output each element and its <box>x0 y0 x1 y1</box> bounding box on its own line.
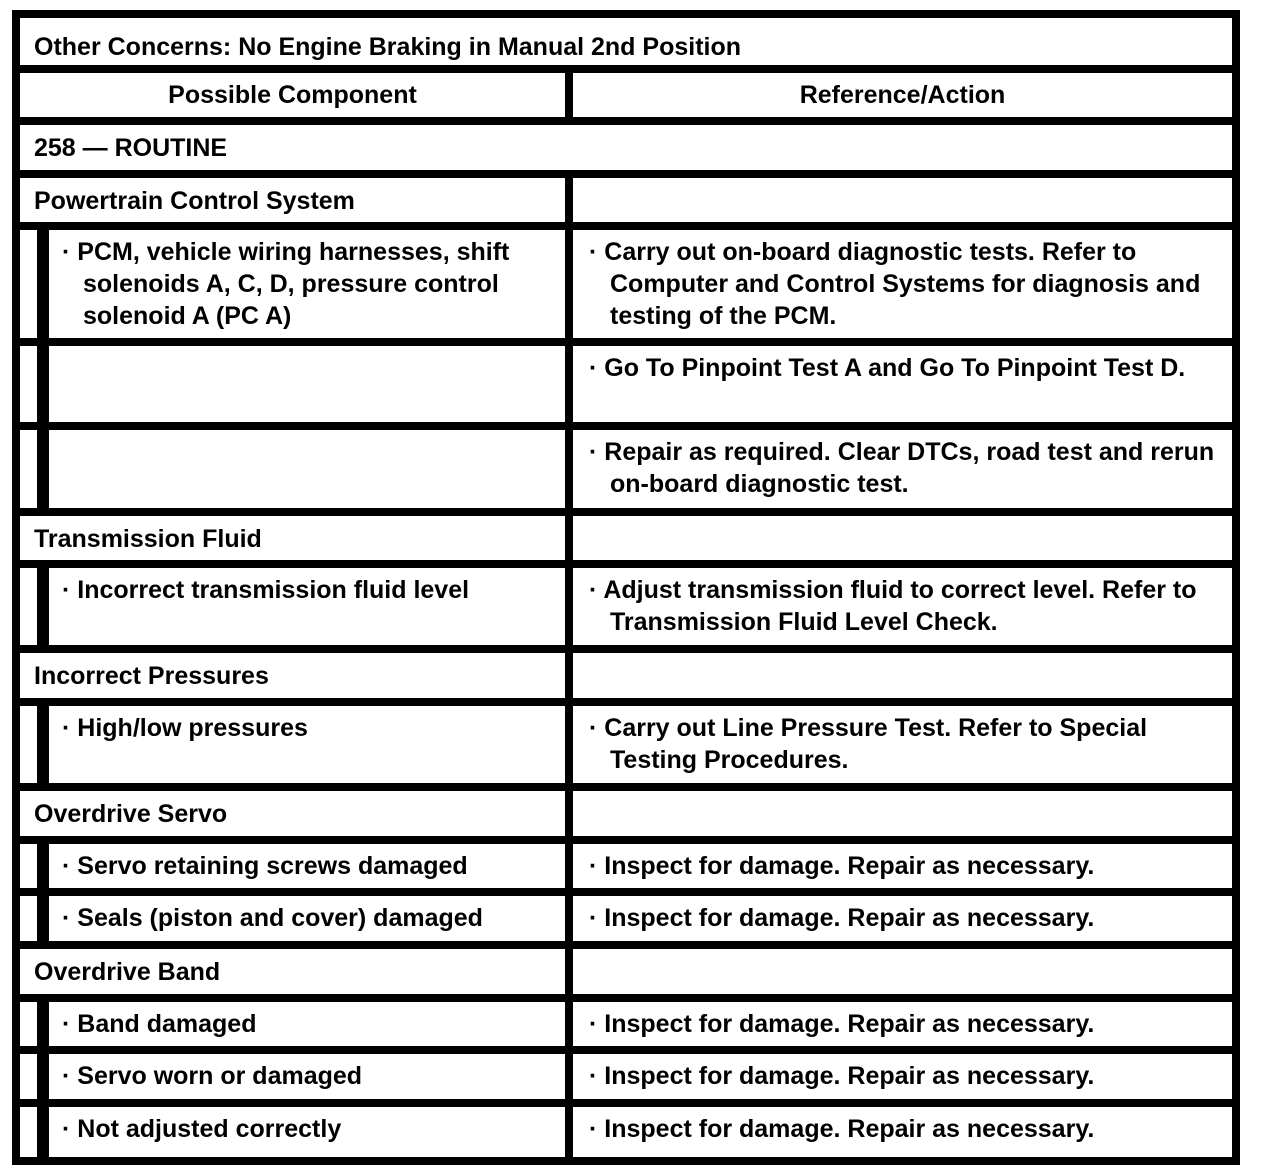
section-header-empty-cell <box>573 178 1232 222</box>
column-header-action: Reference/Action <box>573 73 1232 117</box>
component-cell <box>49 1054 565 1099</box>
table-title: Other Concerns: No Engine Braking in Manual 2nd Position <box>20 18 1232 65</box>
action-text: · Carry out Line Pressure Test. Refer to Special Testing Procedures. <box>589 714 1148 774</box>
section-header: Incorrect Pressures <box>20 653 565 698</box>
action-text: · Inspect for damage. Repair as necessary. <box>589 904 1095 932</box>
component-text: · Incorrect transmission fluid level <box>62 576 470 604</box>
section-header-empty-cell <box>573 653 1232 698</box>
component-cell <box>49 706 565 783</box>
action-text: · Go To Pinpoint Test A and Go To Pinpoint Test D. <box>589 354 1186 382</box>
action-cell <box>573 430 1232 508</box>
action-text: · Adjust transmission fluid to correct level. Refer to Transmission Fluid Level Check. <box>589 576 1197 636</box>
section-header-empty-cell <box>573 516 1232 560</box>
column-header-component: Possible Component <box>20 73 565 117</box>
section-header: Transmission Fluid <box>20 516 565 560</box>
indent-cell <box>20 1054 37 1099</box>
component-text: · High/low pressures <box>62 714 308 742</box>
indent-cell <box>20 844 37 888</box>
action-cell <box>573 346 1232 422</box>
indent-cell <box>20 346 37 422</box>
action-cell <box>573 1054 1232 1099</box>
indent-cell <box>20 430 37 508</box>
component-cell <box>49 568 565 645</box>
section-header: Overdrive Servo <box>20 791 565 836</box>
routine-row: 258 — ROUTINE <box>20 125 1232 170</box>
action-cell <box>573 568 1232 645</box>
section-header-empty-cell <box>573 791 1232 836</box>
action-cell <box>573 1002 1232 1046</box>
action-cell <box>573 706 1232 783</box>
action-text: · Inspect for damage. Repair as necessary. <box>589 1010 1095 1038</box>
action-cell <box>573 896 1232 941</box>
component-cell <box>49 1107 565 1157</box>
component-text: · Servo worn or damaged <box>62 1062 363 1090</box>
component-text: · Servo retaining screws damaged <box>62 852 468 880</box>
component-cell <box>49 230 565 338</box>
component-cell <box>49 346 565 422</box>
component-cell <box>49 896 565 941</box>
section-header-empty-cell <box>573 949 1232 994</box>
section-header: Overdrive Band <box>20 949 565 994</box>
indent-cell <box>20 1002 37 1046</box>
indent-cell <box>20 568 37 645</box>
component-text: · Not adjusted correctly <box>62 1115 342 1143</box>
component-text: · Band damaged <box>62 1010 257 1038</box>
indent-cell <box>20 896 37 941</box>
indent-cell <box>20 230 37 338</box>
component-cell <box>49 844 565 888</box>
action-text: · Carry out on-board diagnostic tests. Refer to Computer and Control Systems for diagnosis and testing of the PCM. <box>589 238 1201 330</box>
indent-cell <box>20 1107 37 1157</box>
action-cell <box>573 230 1232 338</box>
diagnostic-table <box>12 10 1240 1165</box>
component-text: · PCM, vehicle wiring harnesses, shift solenoids A, C, D, pressure control solenoid A (PC A) <box>62 238 510 330</box>
component-cell <box>49 430 565 508</box>
action-text: · Inspect for damage. Repair as necessary. <box>589 1062 1095 1090</box>
action-text: · Repair as required. Clear DTCs, road test and rerun on-board diagnostic test. <box>589 438 1215 498</box>
action-text: · Inspect for damage. Repair as necessary. <box>589 1115 1095 1143</box>
component-cell <box>49 1002 565 1046</box>
action-text: · Inspect for damage. Repair as necessary. <box>589 852 1095 880</box>
action-cell <box>573 1107 1232 1157</box>
section-header: Powertrain Control System <box>20 178 565 222</box>
component-text: · Seals (piston and cover) damaged <box>62 904 483 932</box>
action-cell <box>573 844 1232 888</box>
indent-cell <box>20 706 37 783</box>
